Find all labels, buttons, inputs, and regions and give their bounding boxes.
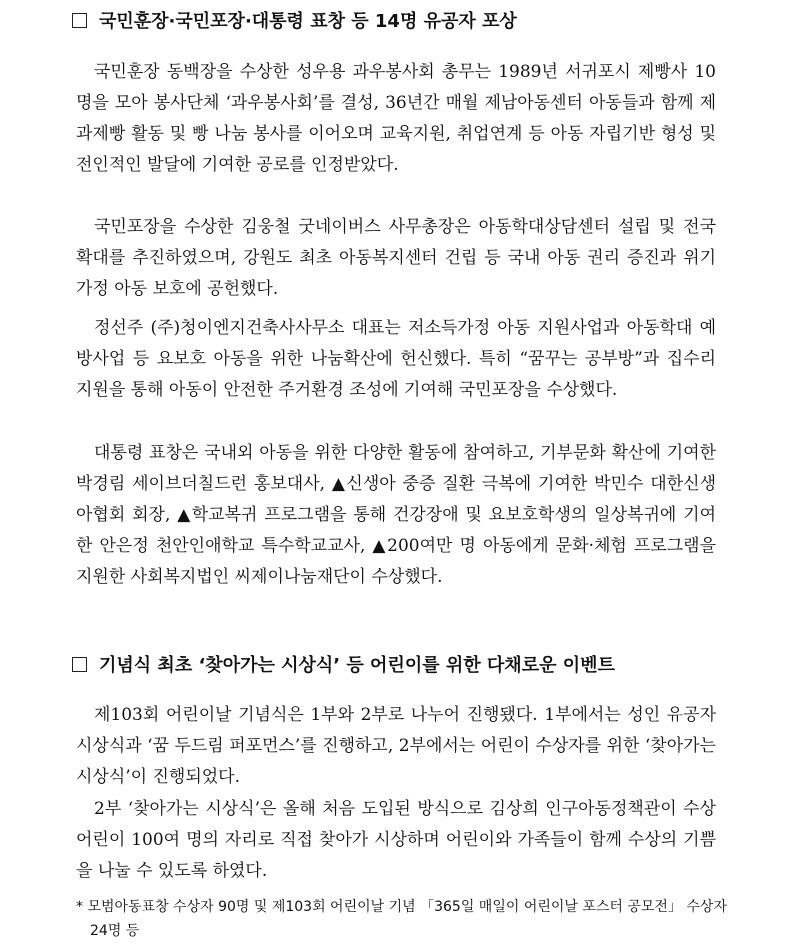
paragraph-ceremony-parts: 제103회 어린이날 기념식은 1부와 2부로 나누어 진행됐다. 1부에서는 성인 유공자 시상식과 ‘꿈 두드림 퍼포먼스’를 진행하고, 2부에서는 어린이 수상자를 위한 ‘찾아가는 시상식’이 진행되었다. (76, 705, 716, 787)
section-heading-text: 국민훈장·국민포장·대통령 표창 등 14명 유공자 포상 (99, 11, 517, 32)
footnote-text: 모범아동표창 수상자 90명 및 제103회 어린이날 기념 「365일 매일이 어린이날 포스터 공모전」 수상자 24명 등 (87, 899, 727, 939)
paragraph-visiting-ceremony: 2부 ‘찾아가는 시상식’은 올해 처음 도입된 방식으로 김상희 인구아동정책관이 수상 어린이 100여 명의 자리로 직접 찾아가 시상하며 어린이와 가족들이 함께 수상의 기쁨을 나눌 수 있도록 하였다. (76, 799, 716, 881)
checkbox-square-icon (72, 657, 87, 672)
paragraph-dongbaek-medal: 국민훈장 동백장을 수상한 성우용 과우봉사회 총무는 1989년 서귀포시 제빵사 10명을 모아 봉사단체 ‘과우봉사회’를 결성, 36년간 매월 제남아동센터 아동들과 함께 제과제빵 활동 및 빵 나눔 봉사를 이어오며 교육지원, 취업연계 등 아동 자립기반 형성 및 전인적인 발달에 기여한 공로를 인정받았다. (76, 62, 716, 175)
footnote (76, 895, 740, 943)
footnote-marker: * (76, 899, 83, 915)
paragraph-presidential-citation: 대통령 표창은 국내외 아동을 위한 다양한 활동에 참여하고, 기부문화 확산에 기여한 박경림 세이브더칠드런 홍보대사, ▲신생아 중증 질환 극복에 기여한 박민수 대한신생아협회 회장, ▲학교복귀 프로그램을 통해 건강장애 및 요보호학생의 일상복귀에 기여한 안은정 천안인애학교 특수학교교사, ▲200여만 명 아동에게 문화·체험 프로그램을 지원한 사회복지법인 씨제이나눔재단이 수상했다. (76, 443, 716, 587)
section-heading-awards (72, 10, 762, 34)
checkbox-square-icon (72, 13, 87, 28)
paragraph-national-medal: 국민포장을 수상한 김웅철 굿네이버스 사무총장은 아동학대상담센터 설립 및 전국 확대를 추진하였으며, 강원도 최초 아동복지센터 건립 등 국내 아동 권리 증진과 위기 가정 아동 보호에 공헌했다. (76, 217, 716, 299)
section-heading-events (72, 654, 762, 678)
section-heading-text: 기념식 최초 ‘찾아가는 시상식’ 등 어린이를 위한 다채로운 이벤트 (99, 655, 615, 676)
paragraph-jeong-sunju: 정선주 (주)청이엔지건축사사무소 대표는 저소득가정 아동 지원사업과 아동학대 예방사업 등 요보호 아동을 위한 나눔확산에 헌신했다. 특히 “꿈꾸는 공부방”과 집수리 지원을 통해 아동이 안전한 주거환경 조성에 기여해 국민포장을 수상했다. (76, 318, 716, 400)
